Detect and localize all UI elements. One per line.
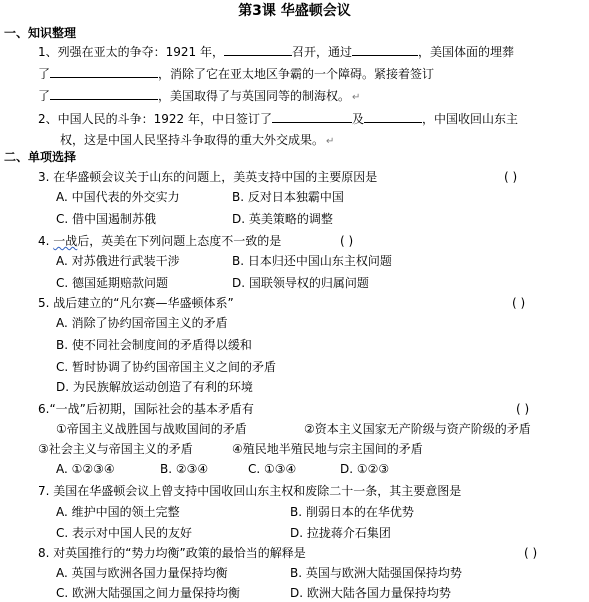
fill-text: 了 (38, 67, 51, 81)
section-heading-choice: 二、单项选择 (4, 150, 77, 164)
option-a[interactable]: A. 消除了协约国帝国主义的矛盾 (56, 316, 228, 330)
answer-blank[interactable] (50, 86, 158, 100)
option-d[interactable]: D. ①②③ (340, 462, 390, 476)
fill-text: 权，这是中国人民坚持斗争取得的重大外交成果。 (60, 133, 325, 147)
option-d[interactable]: D. 拉拢蒋介石集团 (290, 526, 391, 540)
fill-text: ，美国取得了与英国同等的制海权。 (158, 89, 351, 103)
statement-4: ④殖民地半殖民地与宗主国间的矛盾 (232, 442, 423, 456)
stem-text: 后，英美在下列问题上态度不一致的是 (77, 234, 282, 248)
stem-text-underlined: 一战 (53, 234, 78, 248)
option-d[interactable]: D. 英美策略的调整 (232, 212, 333, 226)
stem-text: 4. (38, 234, 54, 248)
option-c[interactable]: C. 暂时协调了协约国帝国主义之间的矛盾 (56, 360, 277, 374)
option-b[interactable]: B. 削弱日本的在华优势 (290, 505, 414, 519)
answer-blank[interactable] (50, 64, 158, 78)
paragraph-mark-icon: ↵ (352, 92, 361, 103)
fill-text: 召开，通过 (292, 45, 353, 59)
option-b[interactable]: B. 日本归还中国山东主权问题 (232, 254, 392, 268)
statement-2: ②资本主义国家无产阶级与资产阶级的矛盾 (304, 422, 531, 436)
fill-question-1-line-2 (38, 64, 434, 83)
option-b[interactable]: B. 使不同社会制度间的矛盾得以缓和 (56, 338, 252, 352)
fill-text: ，美国体面的埋葬 (418, 45, 515, 59)
option-c[interactable]: C. 德国延期赔款问题 (56, 276, 169, 290)
option-a[interactable]: A. ①②③④ (56, 462, 115, 476)
fill-question-1-line-3 (38, 86, 360, 107)
answer-paren[interactable]: ( ) (504, 170, 518, 184)
option-c[interactable]: C. ①③④ (248, 462, 297, 476)
option-a[interactable]: A. 中国代表的外交实力 (56, 190, 180, 204)
option-c[interactable]: C. 借中国遏制苏俄 (56, 212, 157, 226)
fill-text: 2、中国人民的斗争：1922 年，中日签订了 (38, 112, 272, 126)
option-a[interactable]: A. 英国与欧洲各国力量保持均衡 (56, 566, 228, 580)
question-7-stem: 7. 美国在华盛顿会议上曾支持中国收回山东主权和废除二十一条，其主要意图是 (38, 484, 462, 498)
fill-question-2-line-2 (60, 131, 334, 151)
question-3-stem: 3. 在华盛顿会议关于山东的问题上，美英支持中国的主要原因是 (38, 170, 378, 184)
answer-blank[interactable] (224, 42, 292, 56)
fill-text: ，消除了它在亚太地区争霸的一个障碍。紧接着签订 (158, 67, 435, 81)
fill-question-1-line-1 (38, 42, 514, 61)
option-c[interactable]: C. 欧洲大陆强国之间力量保持均衡 (56, 586, 241, 600)
option-d[interactable]: D. 国联领导权的归属问题 (232, 276, 369, 290)
fill-question-2-line-1 (38, 109, 518, 128)
fill-text: 了 (38, 89, 51, 103)
statement-3: ③社会主义与帝国主义的矛盾 (38, 442, 193, 456)
answer-blank[interactable] (352, 42, 418, 56)
option-d[interactable]: D. 欧洲大陆各国力量保持均势 (290, 586, 451, 600)
option-b[interactable]: B. 反对日本独霸中国 (232, 190, 344, 204)
option-a[interactable]: A. 对苏俄进行武装干涉 (56, 254, 180, 268)
option-b[interactable]: B. ②③④ (160, 462, 209, 476)
option-a[interactable]: A. 维护中国的领土完整 (56, 505, 180, 519)
answer-blank[interactable] (364, 109, 422, 123)
option-c[interactable]: C. 表示对中国人民的友好 (56, 526, 193, 540)
fill-text: 1、列强在亚太的争夺：1921 年， (38, 45, 224, 59)
paragraph-mark-icon: ↵ (326, 136, 335, 147)
question-6-stem: 6.“一战”后初期，国际社会的基本矛盾有 (38, 402, 254, 416)
section-heading-knowledge: 一、知识整理 (4, 26, 77, 40)
option-b[interactable]: B. 英国与欧洲大陆强国保持均势 (290, 566, 462, 580)
option-d[interactable]: D. 为民族解放运动创造了有利的环境 (56, 380, 253, 394)
question-8-stem: 8. 对英国推行的“势力均衡”政策的最恰当的解释是 (38, 546, 306, 560)
question-5-stem: 5. 战后建立的“凡尔赛—华盛顿体系” (38, 296, 234, 310)
fill-text: 及 (352, 112, 365, 126)
answer-paren[interactable]: ( ) (340, 234, 354, 248)
answer-paren[interactable]: ( ) (524, 546, 538, 560)
question-4-stem (38, 232, 281, 250)
fill-text: ，中国收回山东主 (422, 112, 519, 126)
page-title: 第3课 华盛顿会议 (238, 3, 351, 19)
statement-1: ①帝国主义战胜国与战败国间的矛盾 (56, 422, 247, 436)
answer-blank[interactable] (272, 109, 352, 123)
answer-paren[interactable]: ( ) (516, 402, 530, 416)
answer-paren[interactable]: ( ) (512, 296, 526, 310)
